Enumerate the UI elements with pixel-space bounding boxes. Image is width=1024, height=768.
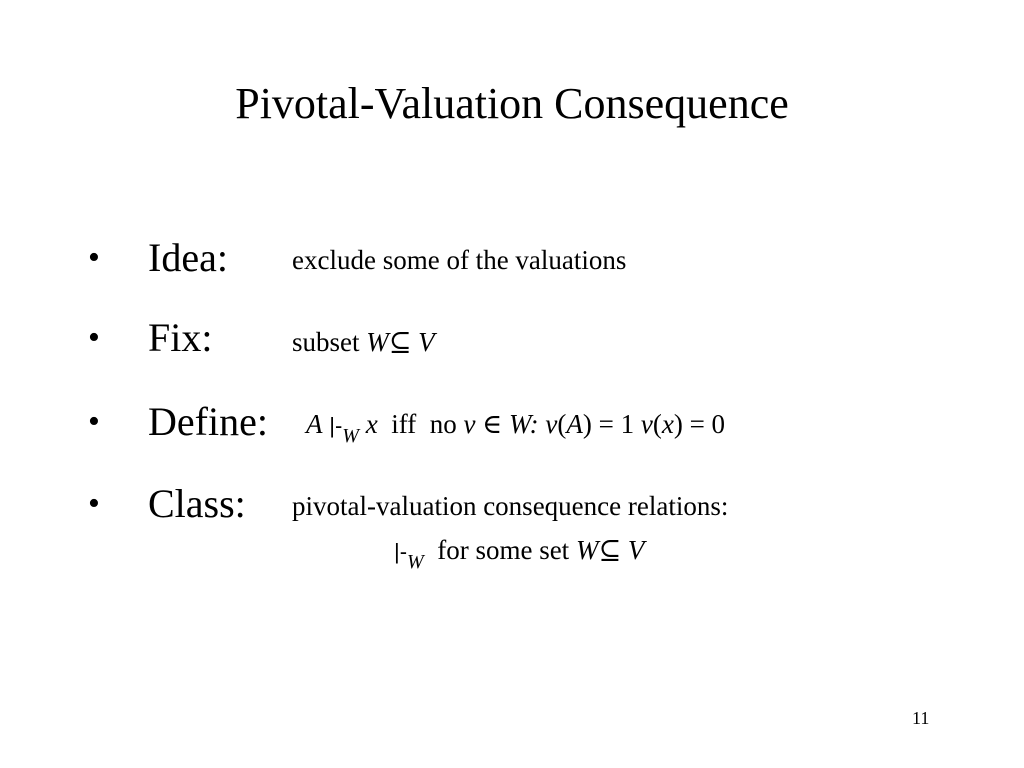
- description-define: [306, 408, 726, 447]
- paren-open: (: [652, 409, 662, 439]
- valuation-v: v: [463, 409, 476, 439]
- bullet-marker: •: [88, 403, 100, 440]
- iff-word: iff: [391, 409, 417, 439]
- equals-one: ) = 1: [582, 409, 635, 439]
- turnstile-subscript-w: W: [407, 551, 424, 573]
- no-word: no: [429, 409, 457, 439]
- term-fix: Fix:: [148, 315, 213, 360]
- bullet-marker: •: [88, 485, 100, 522]
- subset-symbol: ⊆: [388, 327, 412, 357]
- bullet-marker: •: [88, 319, 100, 356]
- equals-zero: ) = 0: [673, 409, 726, 439]
- slide-title: Pivotal-Valuation Consequence: [235, 79, 789, 128]
- valuation-v-of-a: v: [545, 409, 558, 439]
- formula-x: x: [365, 409, 378, 439]
- element-symbol: ∈: [482, 409, 503, 439]
- page-number: 11: [912, 708, 930, 728]
- for-some-set-text: for some set: [437, 535, 570, 565]
- set-w: W: [575, 535, 599, 565]
- description-class-formula: [394, 534, 645, 573]
- description-idea: exclude some of the valuations: [292, 245, 627, 275]
- formula-a: A: [306, 409, 323, 439]
- set-w: W: [366, 327, 389, 357]
- turnstile-subscript-w: W: [342, 425, 359, 447]
- description-class: pivotal-valuation consequence relations:: [292, 491, 729, 521]
- paren-open: (: [557, 409, 567, 439]
- term-class: Class:: [148, 481, 246, 526]
- set-v: V: [418, 327, 435, 357]
- valuation-v-of-x: v: [640, 409, 653, 439]
- argument-a: A: [566, 409, 583, 439]
- subset-symbol: ⊆: [598, 535, 622, 565]
- turnstile-symbol: |-: [329, 413, 343, 438]
- turnstile-symbol: |-: [394, 539, 408, 564]
- term-define: Define:: [148, 399, 268, 444]
- subset-word: subset: [292, 327, 360, 357]
- term-idea: Idea:: [148, 235, 228, 280]
- bullet-marker: •: [88, 239, 100, 276]
- description-fix: [292, 326, 435, 358]
- set-v: V: [627, 535, 645, 565]
- argument-x: x: [661, 409, 674, 439]
- set-w-colon: W:: [508, 409, 539, 439]
